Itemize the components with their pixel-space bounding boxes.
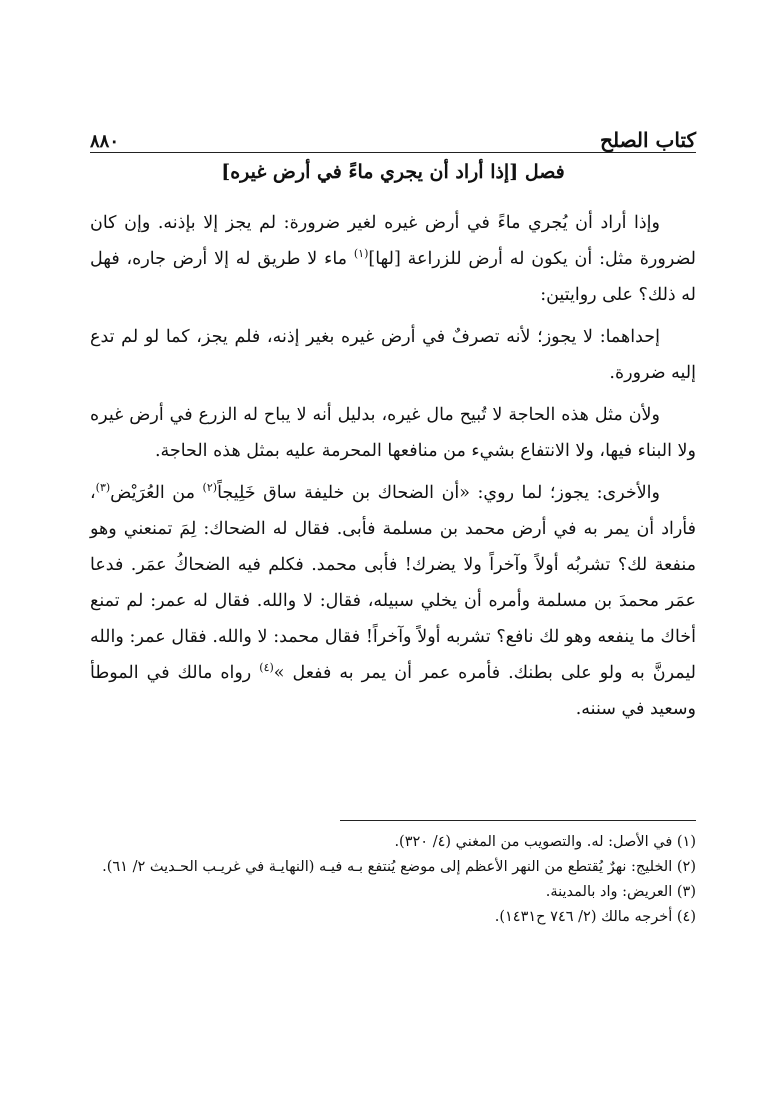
paragraph-text: إحداهما: لا يجوز؛ لأنه تصرفٌ في أرض غيره بغير إذنه، فلم يجز، كما لو لم تدع إليه ضرورة. xyxy=(90,327,696,383)
page-number: ٨٨٠ xyxy=(90,131,120,152)
paragraph-text: ولأن مثل هذه الحاجة لا تُبيح مال غيره، بدليل أنه لا يباح له الزرع في أرض غيره ولا البناء فيها، ولا الانتفاع بشيء من منافعها المحرمة عليه بمثل هذه الحاجة. xyxy=(90,405,696,461)
paragraph-text: رواه مالك في الموطأ وسعيد في سننه. xyxy=(90,663,696,719)
page-header xyxy=(90,118,696,153)
footnote-item: (٤) أخرجه مالك (٢/ ٧٤٦ ح١٤٣١). xyxy=(494,909,696,925)
paragraph-text: ، فأراد أن يمر به في أرض محمد بن مسلمة فأبى. فقال له الضحاك: لِمَ تمنعني وهو منفعة لك؟ تشربُه أولاً وآخراً ولا يضرك! فأبى محمد. فكلم فيه الضحاكُ عمَر. فدعا عمَر محمدَ بن مسلمة وأمره أن يخلي سبيله، فقال: لا والله. فقال له عمر: لم تمنع أخاك ما ينفعه وهو لك نافع؟ تشربه أولاً وآخراً! فقال محمد: لا والله. فقال عمر: والله ليمرنَّ به ولو على بطنك. فأمره عمر أن يمر به ففعل » xyxy=(90,483,696,683)
footnote-item: (١) في الأصل: له. والتصويب من المغني (٤/ ٣٢٠). xyxy=(394,834,696,850)
paragraph xyxy=(90,475,696,727)
footnote-ref: (٣) xyxy=(95,481,111,495)
section-heading: فصل [إذا أراد أن يجري ماءً في أرض غيره] xyxy=(221,161,565,183)
paragraph-text: وإذا أراد أن يُجري ماءً في أرض غيره لغير ضرورة: لم يجز إلا بإذنه. وإن كان لضرورة مثل: أن يكون له أرض للزراعة [لها] xyxy=(90,213,696,269)
footnote-item: (٢) الخليج: نهرٌ يُقتطع من النهر الأعظم إلى موضع يُنتفع بـه فيـه (النهايـة في غريـب الحـديث ٢/ ٦١). xyxy=(102,859,696,875)
paragraph xyxy=(90,319,696,391)
footnote-ref: (٢) xyxy=(202,481,218,495)
paragraph xyxy=(90,397,696,469)
footnote-divider xyxy=(340,820,696,821)
paragraph-text: من العُرَيْض xyxy=(110,483,203,503)
paragraph xyxy=(90,205,696,313)
footnote-item: (٣) العريض: واد بالمدينة. xyxy=(545,884,696,900)
running-title: كتاب الصلح xyxy=(600,128,696,152)
paragraph-text: ماء لا طريق له إلا أرض جاره، فهل له ذلك؟ على روايتين: xyxy=(90,249,696,305)
footnotes xyxy=(90,830,696,930)
footnote-ref: (٤) xyxy=(259,661,274,675)
page-body xyxy=(90,118,696,733)
paragraph-text: والأخرى: يجوز؛ لما روي: «أن الضحاك بن خليفة ساق خَلِيجاً xyxy=(217,483,660,503)
footnote-ref: (١) xyxy=(353,247,369,261)
